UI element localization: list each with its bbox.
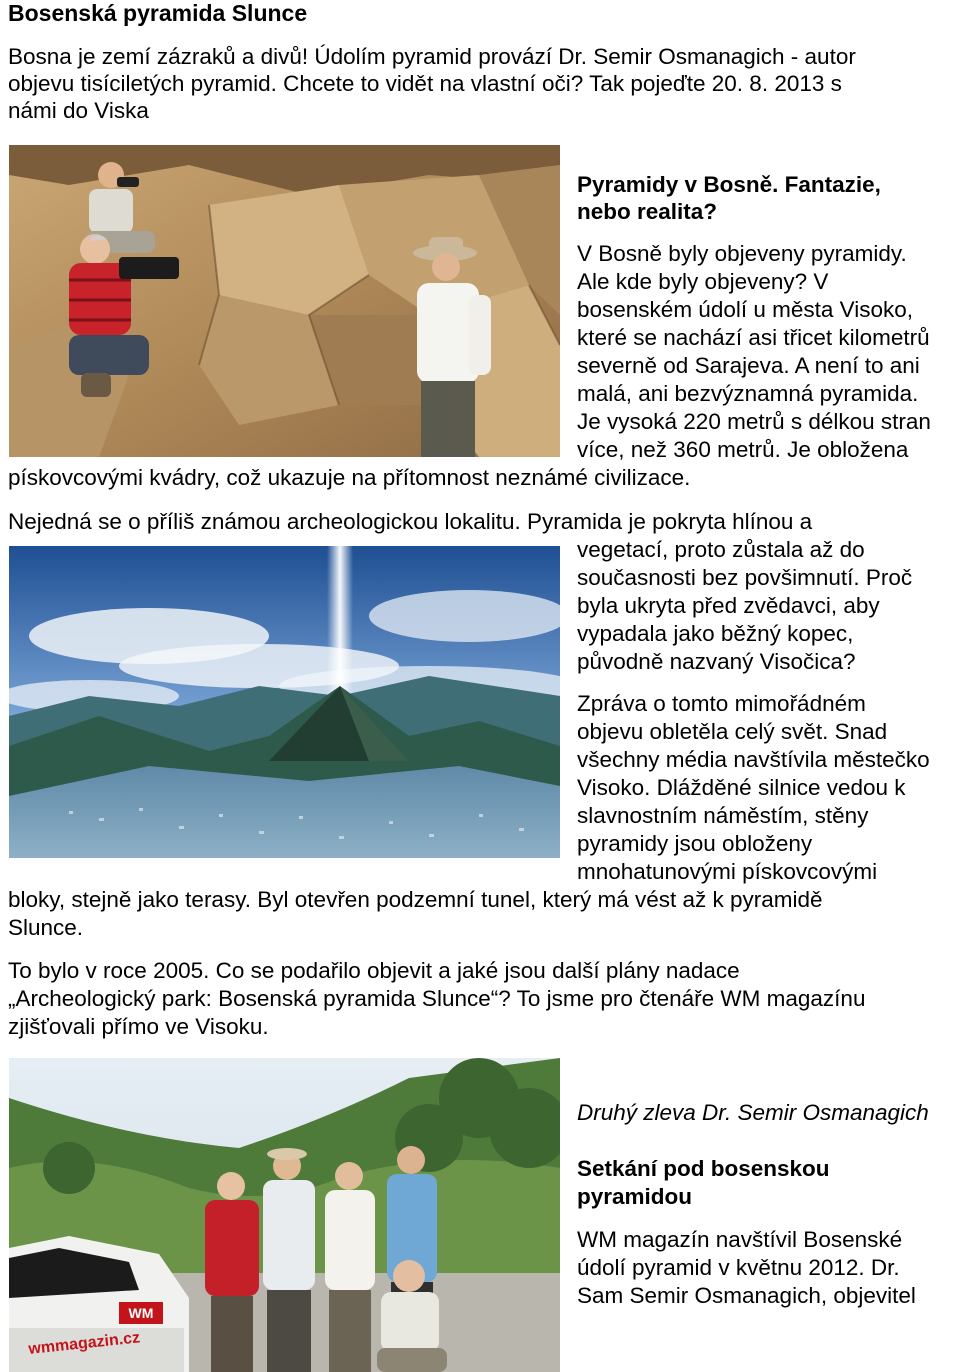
section1-text-line-2: Ale kde byly objeveny? V	[577, 269, 829, 294]
section1-full-line: pískovcovými kvádry, což ukazuje na přítomnost neznámé civilizace.	[8, 465, 691, 490]
photo-sandstone-blocks	[9, 145, 560, 457]
car-url-text: wmmagazin.cz	[27, 1329, 141, 1358]
section2-side-b-line-7: mnohatunovými pískovcovými	[577, 859, 878, 884]
section2-side-b-line-1: Zpráva o tomto mimořádném	[577, 691, 866, 716]
section4-heading-line-1: Setkání pod bosenskou	[577, 1156, 830, 1181]
photo-group-at-car	[9, 1058, 560, 1372]
section3-line-1: To bylo v roce 2005. Co se podařilo objevit a jaké jsou další plány nadace	[8, 958, 740, 983]
section2-side-b-line-4: Visoko. Dlážděné silnice vedou k	[577, 775, 906, 800]
section2-side-b-line-2: objevu obletěla celý svět. Snad	[577, 719, 888, 744]
section1-text-line-1: V Bosně byly objeveny pyramidy.	[577, 241, 907, 266]
section2-side-a-line-5: původně nazvaný Visočica?	[577, 649, 856, 674]
intro-line-2: objevu tisíciletých pyramid. Chcete to vidět na vlastní oči? Tak pojeďte 20. 8. 2013 s	[8, 71, 842, 96]
wm-logo	[119, 1302, 163, 1324]
section1-text-line-7: Je vysoká 220 metrů s délkou stran	[577, 409, 931, 434]
wm-logo-text: WM	[128, 1305, 154, 1321]
section2-side-a-line-3: byla ukryta před zvědavci, aby	[577, 593, 880, 618]
section2-side-a-line-4: vypadala jako běžný kopec,	[577, 621, 854, 646]
page-title: Bosenská pyramida Slunce	[8, 0, 308, 26]
section2-side-b-line-6: pyramidy jsou obloženy	[577, 831, 813, 856]
section2-full-line-2: Slunce.	[8, 915, 84, 940]
section1-text-line-4: které se nachází asi třicet kilometrů	[577, 325, 930, 350]
section4-heading-line-2: pyramidou	[577, 1184, 693, 1209]
section1-text-line-8: více, než 360 metrů. Je obložena	[577, 437, 909, 462]
section3-line-2: „Archeologický park: Bosenská pyramida Slunce“? To jsme pro čtenáře WM magazínu	[8, 986, 866, 1011]
section2-side-a-line-2: současnosti bez povšimnutí. Proč	[577, 565, 913, 590]
section3-line-3: zjišťovali přímo ve Visoku.	[8, 1014, 269, 1039]
section2-side-b-line-5: slavnostním náměstím, stěny	[577, 803, 869, 828]
section4-text-line-2: údolí pyramid v květnu 2012. Dr.	[577, 1255, 900, 1280]
section1-heading-line-2: nebo realita?	[577, 199, 718, 224]
section1-text-line-5: severně od Sarajeva. A není to ani	[577, 353, 920, 378]
section1-text-line-3: bosenském údolí u města Visoko,	[577, 297, 914, 322]
section1-heading-line-1: Pyramidy v Bosně. Fantazie,	[577, 172, 881, 197]
section2-full-line-1: bloky, stejně jako terasy. Byl otevřen podzemní tunel, který má vést až k pyramidě	[8, 887, 823, 912]
section4-text-line-1: WM magazín navštívil Bosenské	[577, 1227, 903, 1252]
section2-first-line: Nejedná se o příliš známou archeologickou lokalitu. Pyramida je pokryta hlínou a	[8, 509, 813, 534]
intro-line-3: námi do Viska	[8, 98, 149, 123]
photo-pyramid-valley	[9, 546, 560, 858]
photo-caption: Druhý zleva Dr. Semir Osmanagich	[577, 1100, 929, 1125]
section2-side-b-line-3: všechny média navštívila městečko	[577, 747, 930, 772]
section4-text-line-3: Sam Semir Osmanagich, objevitel	[577, 1283, 916, 1308]
intro-line-1: Bosna je zemí zázraků a divů! Údolím pyramid provází Dr. Semir Osmanagich - autor	[8, 44, 856, 69]
section2-side-a-line-1: vegetací, proto zůstala až do	[577, 537, 865, 562]
section1-text-line-6: malá, ani bezvýznamná pyramida.	[577, 381, 919, 406]
